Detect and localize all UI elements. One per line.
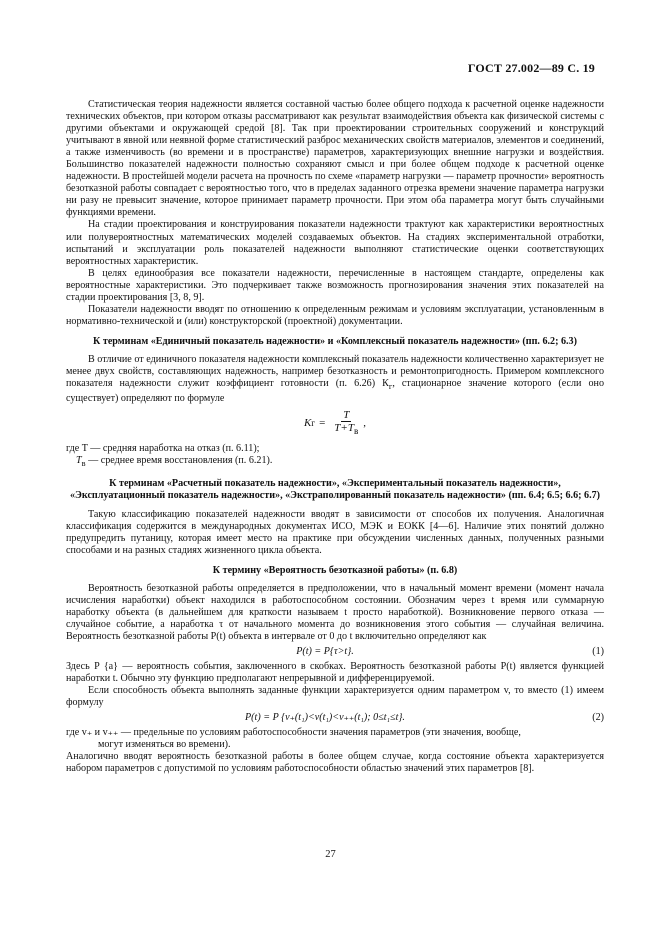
paragraph: Показатели надежности вводят по отношению к определенным режимам и условиям эксплуатации, установленным в нормативно-технической и (или) конструкторской (проектной) документации. [66, 303, 604, 327]
where-line: где T — средняя наработка на отказ (п. 6.11); [66, 443, 260, 455]
paragraph: Если способность объекта выполнять заданные функции характеризуется одним параметром v, то вместо (1) имеем формулу [66, 685, 604, 709]
document-body [66, 99, 604, 775]
section-heading: К терминам «Расчетный показатель надежности», «Экспериментальный показатель надежности», «Эксплуатационный показатель надежности», «Экстраполированный показатель надежности» (пп. 6.4; 6.5; 6.6; 6.7) [70, 478, 600, 502]
paragraph: Такую классификацию показателей надежности вводят в зависимости от способов их получения. Аналогичная классификация содержится в международных документах ИСО, МЭК и ЕОКК [4—6]. Наличие этих понятий должно предупредить путаницу, которая имеет место на практике при обсуждении численных данных, полученных разными способами и на разных стадиях жизненного цикла объекта. [66, 508, 604, 556]
where-line: могут изменяться во времени). [98, 739, 231, 751]
where-line: $T_в$ — среднее время восстановления (п. 6.21). [76, 455, 273, 469]
page-number: 27 [325, 849, 336, 860]
paragraph: Статистическая теория надежности является составной частью более общего подхода к расчетной оценке надежности технических объектов, при котором отказы рассматривают как результат взаимодействия объекта как физической системы с другими объектами и окружающей средой [8]. Так при проектировании строительных сооружений и конструкций учитывают в явной или неявной форме статистический разброс механических свойств материалов, элементов и соединений, а также изменчивость (во времени и в пространстве) параметров, характеризующих внешние нагрузки и воздействия. Большинство показателей надежности полностью сохраняют смысл и при более общем подходе к расчетной оценке надежности. В простейшей модели расчета на прочность по схеме «параметр нагрузки — параметр прочности» вероятность безотказной работы совпадает с вероятностью того, что в пределах заданного отрезка времени значение параметра нагрузки ни разу не превысит значение, которое принимает параметр прочности. При этом оба параметра могут быть случайными функциями времени. [66, 99, 604, 219]
equation-2: P(t) = P {v₊(t₁)<v(t₁)<v₊₊(t₁); 0≤t₁≤t}. (2) [245, 712, 604, 724]
formula-availability: K г = $\frac{T}{T+T_в}$ , [303, 409, 367, 437]
section-heading: К термину «Вероятность безотказной работы» (п. 6.8) [212, 564, 458, 576]
section-heading: К терминам «Единичный показатель надежности» и «Комплексный показатель надежности» (пп. 6.2; 6.3) [93, 335, 577, 347]
paragraph: В целях единообразия все показатели надежности, перечисленные в настоящем стандарте, определены как вероятностные характеристики. Это подчеркивает также возможность прогнозирования значения этих показателей на стадии проектирования [3, 8, 9]. [66, 267, 604, 303]
paragraph: Аналогично вводят вероятность безотказной работы в более общем случае, когда состояние объекта характеризуется набором параметров с допустимой по условиям работоспособности областью значений этих параметров [8]. [66, 751, 604, 775]
paragraph: Здесь P {a} — вероятность события, заключенного в скобках. Вероятность безотказной работы P(t) является функцией наработки t. Обычно эту функцию предполагают непрерывной и дифференцируемой. [66, 661, 604, 685]
fraction: $\frac{T}{T+T_в}$ [334, 409, 359, 437]
paragraph: На стадии проектирования и конструирования показатели надежности трактуют как характеристики вероятностных или полувероятностных математических моделей создаваемых объектов. На стадиях экспериментальной отработки, испытаний и эксплуатации роль показателей надежности выполняют статистические оценки соответствующих вероятностных характеристик. [66, 219, 604, 267]
equation-1: P(t) = P{τ>t}. (1) [296, 646, 604, 657]
paragraph: В отличие от единичного показателя надежности комплексный показатель надежности количественно характеризует не менее двух свойств, составляющих надежность, например безотказность и ремонтопригодность. Примером комплексного показателя надежности служит коэффициент готовности (п. 6.26) $К_г$, стационарное значение которого (если оно существует) определяют по формуле [66, 353, 604, 405]
where-line: где v₊ и v₊₊ — предельные по условиям работоспособности значения параметров (эти значения, вообще, [66, 727, 521, 739]
page-header: ГОСТ 27.002—89 С. 19 [467, 61, 595, 75]
paragraph: Вероятность безотказной работы определяется в предположении, что в начальный момент времени (момент начала исчисления наработки) объект находился в работоспособном состоянии. Обозначим через t время или суммарную наработку объекта (в дальнейшем для краткости называем t просто наработкой). Возникновение первого отказа — случайное событие, а наработка τ от начального момента до возникновения этого события — случайная величина. Вероятность безотказной работы P(t) объекта в интервале от 0 до t включительно определяют как [66, 582, 604, 642]
